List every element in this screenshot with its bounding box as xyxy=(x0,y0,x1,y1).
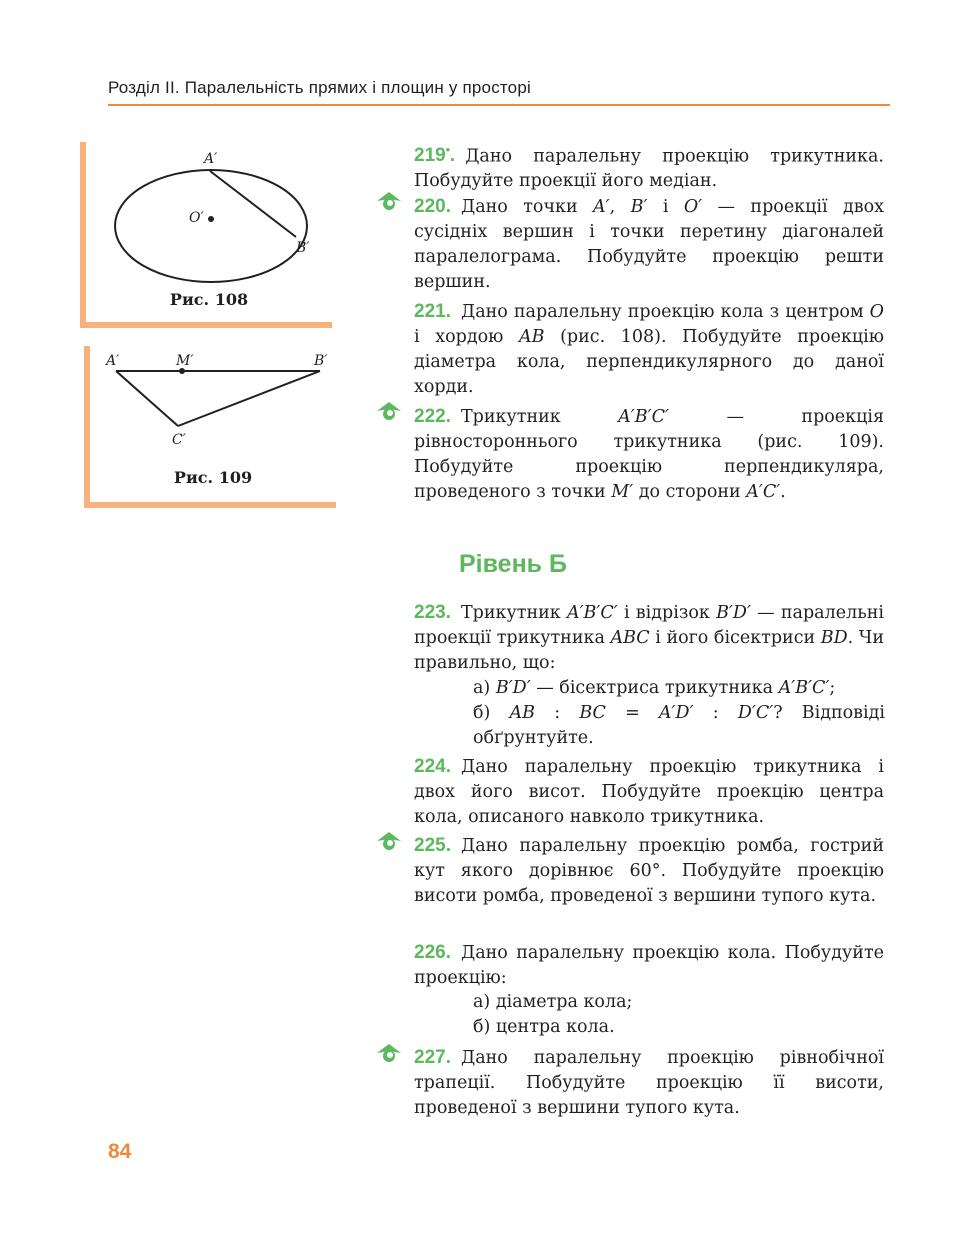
problem-number: 222. xyxy=(414,406,451,427)
label-b: B′ xyxy=(296,240,310,256)
problem-222 xyxy=(414,404,884,505)
problem-text: Дано паралельну проекцію кола. Побудуйте проекцію: xyxy=(414,943,884,988)
problem-225 xyxy=(414,833,884,909)
label-m: M′ xyxy=(176,353,194,369)
problem-221 xyxy=(414,299,884,400)
problem-number: 220. xyxy=(414,196,451,217)
leaf-marker-icon xyxy=(376,190,402,212)
label-o: O′ xyxy=(189,210,204,226)
problem-226 xyxy=(414,940,884,991)
problem-text: Дано паралельну проекцію трикутника. Побудуйте проекції його медіан. xyxy=(414,146,884,192)
figure-109-caption: Рис. 109 xyxy=(173,468,253,487)
problem-text: Дано паралельну проекцію кола з центром O і хордою AB (рис. 108). Побудуйте проекцію діаметра кола, перпендикулярного до даної хорди. xyxy=(414,302,884,397)
problem-text: Трикутник A′B′C′ і відрізок B′D′ — паралельні проекції трикутника ABC і його бісектриси BD. Чи правильно, що: xyxy=(414,603,884,673)
figure-108-caption: Рис. 108 xyxy=(169,290,249,309)
problem-text: Дано паралельну проекцію рівнобічної трапеції. Побудуйте проекцію її висоти, проведеної з вершини тупого кута. xyxy=(414,1048,884,1118)
problem-text: Трикутник A′B′C′ — проекція рівностороннього трикутника (рис. 109). Побудуйте проекцію перпендикуляра, проведеного з точки M′ до сторони A′C′. xyxy=(414,407,884,502)
problem-226-item-b: б) центра кола. xyxy=(473,1017,615,1037)
figure-108 xyxy=(80,142,332,328)
side-bc xyxy=(178,371,320,426)
label-a: A′ xyxy=(204,151,218,167)
leaf-marker-icon xyxy=(376,830,402,852)
problem-223-item-a: а) B′D′ — бісектриса трикутника A′B′C′; xyxy=(473,678,836,698)
problem-223 xyxy=(414,600,884,676)
problem-number: 226. xyxy=(414,942,451,963)
problem-226-item-a: а) діаметра кола; xyxy=(473,992,633,1012)
problem-text: Дано паралельну проекцію ромба, гострий кут якого дорівнює 60°. Побудуйте проекцію висоти ромба, проведеної з вершини тупого кута. xyxy=(414,836,884,906)
problem-number: 225. xyxy=(414,835,451,856)
problem-number: 227. xyxy=(414,1047,451,1068)
leaf-marker-icon xyxy=(376,400,402,422)
center-point xyxy=(208,216,214,222)
figure-109 xyxy=(84,346,336,508)
header-title: Розділ II. Паралельність прямих і площин у просторі xyxy=(108,78,531,97)
problem-219 xyxy=(414,138,884,194)
chord-ab xyxy=(210,171,296,237)
problem-text: Дано точки A′, B′ і O′ — проекції двох сусідніх вершин і точки перетину діагоналей паралелограма. Побудуйте проекцію решти вершин. xyxy=(414,197,884,292)
problem-number: 221. xyxy=(414,301,451,322)
label-b: B′ xyxy=(314,353,328,369)
problem-227 xyxy=(414,1045,884,1121)
page-number: 84 xyxy=(108,1140,132,1163)
problem-number: 223. xyxy=(414,602,451,623)
label-c: C′ xyxy=(172,432,186,448)
problem-224 xyxy=(414,754,884,830)
problem-text: Дано паралельну проекцію трикутника і двох його висот. Побудуйте проекцію центра кола, описаного навколо трикутника. xyxy=(414,757,884,827)
page-header xyxy=(108,76,890,106)
problem-number: 224. xyxy=(414,756,451,777)
problem-220 xyxy=(414,194,884,295)
label-a: A′ xyxy=(106,353,120,369)
level-heading: Рівень Б xyxy=(459,550,567,578)
ellipse xyxy=(115,170,307,282)
leaf-marker-icon xyxy=(376,1042,402,1064)
problem-223-item-b: б) AB : BC = A′D′ : D′C′? Відповіді обґрунтуйте. xyxy=(473,703,886,748)
problem-number: 219•. xyxy=(414,143,456,167)
side-ac xyxy=(116,371,178,426)
